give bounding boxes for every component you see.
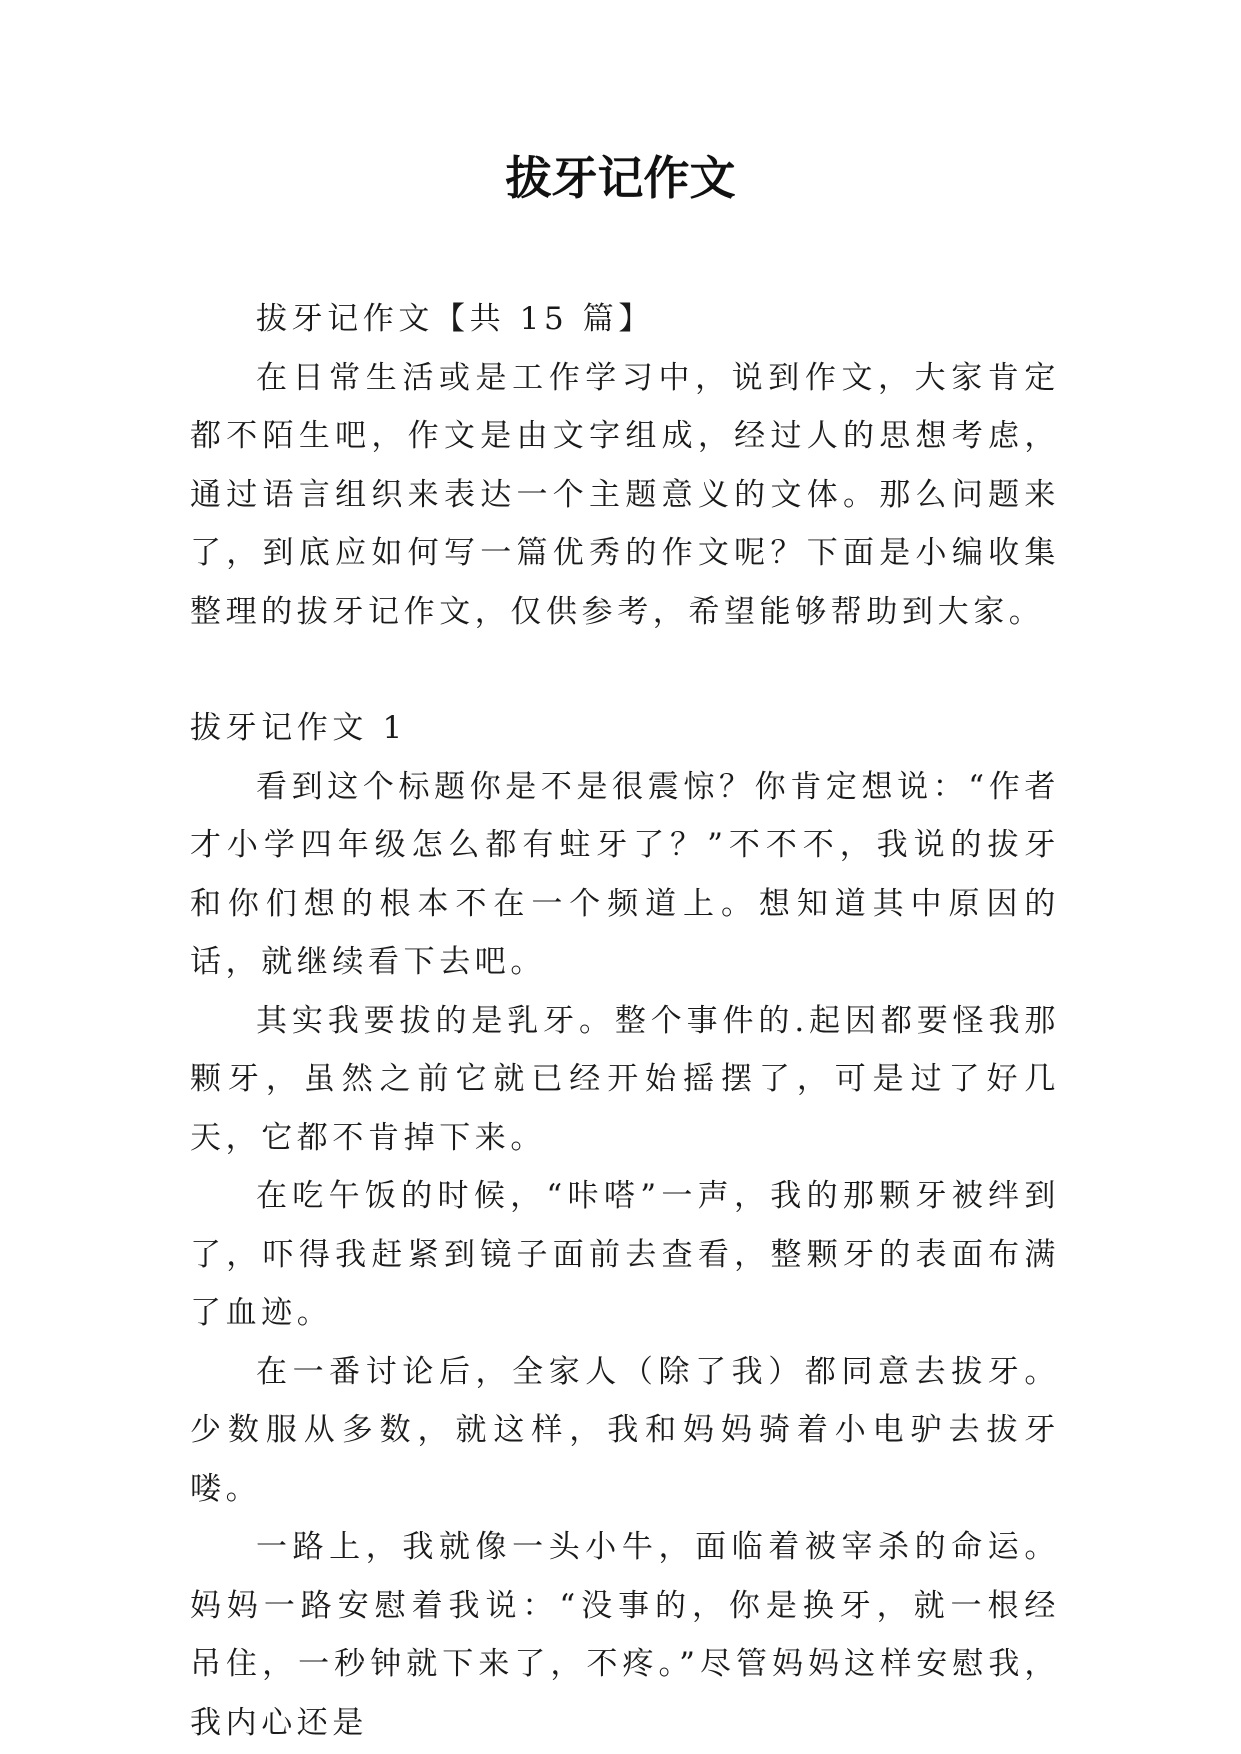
document-body [190, 290, 1060, 1752]
body-paragraph: 其实我要拔的是乳牙。整个事件的.起因都要怪我那颗牙，虽然之前它就已经开始摇摆了，可是过了好几天，它都不肯掉下来。 [190, 1002, 1060, 1156]
section-heading: 拔牙记作文 1 [190, 710, 407, 746]
body-paragraph: 在吃午饭的时候，“咔嗒”一声，我的那颗牙被绊到了，吓得我赶紧到镜子面前去查看，整颗牙的表面布满了血迹。 [190, 1178, 1060, 1331]
body-paragraph: 在一番讨论后，全家人（除了我）都同意去拔牙。少数服从多数，就这样，我和妈妈骑着小电驴去拔牙喽。 [190, 1353, 1060, 1507]
document-subtitle: 拔牙记作文【共 15 篇】 [256, 301, 654, 337]
intro-paragraph: 在日常生活或是工作学习中，说到作文，大家肯定都不陌生吧，作文是由文字组成，经过人的思想考虑，通过语言组织来表达一个主题意义的文体。那么问题来了，到底应如何写一篇优秀的作文呢？下面是小编收集整理的拔牙记作文，仅供参考，希望能够帮助到大家。 [190, 359, 1060, 630]
body-paragraph: 一路上，我就像一头小牛，面临着被宰杀的命运。妈妈一路安慰着我说：“没事的，你是换牙，就一根经吊住，一秒钟就下来了，不疼。”尽管妈妈这样安慰我，我内心还是 [190, 1529, 1060, 1741]
document-title: 拔牙记作文 [505, 151, 736, 205]
body-paragraph: 看到这个标题你是不是很震惊？你肯定想说：“作者才小学四年级怎么都有蛀牙了？”不不不，我说的拔牙和你们想的根本不在一个频道上。想知道其中原因的话，就继续看下去吧。 [190, 768, 1060, 980]
